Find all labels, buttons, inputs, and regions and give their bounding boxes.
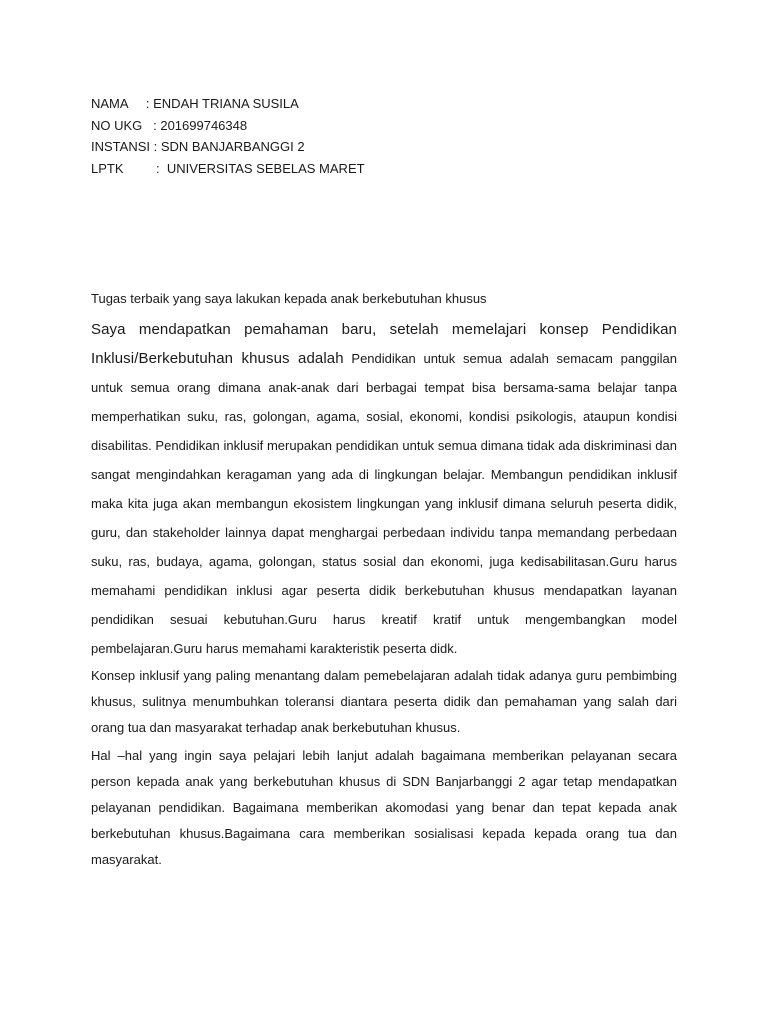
paragraph-1-body: Pendidikan untuk semua adalah semacam panggilan untuk semua orang dimana anak-anak dari berbagai tempat bisa bersama-sama belajar tanpa memperhatikan suku, ras, golongan, agama, sosial, ekonomi, kondisi psikologis, ataupun kondisi disabilitas. Pendidikan inklusif merupakan pendidikan untuk semua dimana tidak ada diskriminasi dan sangat mengindahkan keragaman yang ada di lingkungan belajar. Membangun pendidikan inklusif maka kita juga akan membangun ekosistem lingkungan yang inklusif dimana seluruh peserta didik, guru, dan stakeholder lainnya dapat menghargai perbedaan individu tanpa memandang perbedaan suku, ras, budaya, agama, golongan, status sosial dan ekonomi, juga kedisabilitasan.Guru harus memahami pendidikan inklusi agar peserta didik berkebutuhan khusus mendapatkan layanan pendidikan sesuai kebutuhan.Guru harus kreatif kratif untuk mengembangkan model pembelajaran.Guru harus memahami karakteristik peserta didk. <box>91 351 678 656</box>
name-line: NAMA : ENDAH TRIANA SUSILA <box>91 96 299 111</box>
lptk-line: LPTK : UNIVERSITAS SEBELAS MARET <box>91 161 365 177</box>
body-text <box>91 315 677 875</box>
paragraph-2: Konsep inklusif yang paling menantang dalam pemebelajaran adalah tidak adanya guru pembimbing khusus, sulitnya menumbuhkan toleransi diantara peserta didik dan pemahaman yang salah dari orang tua dan masyarakat terhadap anak berkebutuhan khusus. <box>91 668 677 735</box>
identity-header <box>91 93 365 180</box>
task-title: Tugas terbaik yang saya lakukan kepada anak berkebutuhan khusus <box>91 291 487 306</box>
paragraph-1-lead: Saya mendapatkan pemahaman baru, setelah memelajari konsep Pendidikan Inklusi/Berkebutuhan khusus adalah <box>91 321 677 367</box>
ukg-number-line: NO UKG : 201699746348 <box>91 117 248 133</box>
institution-line: INSTANSI : SDN BANJARBANGGI 2 <box>91 139 305 155</box>
paragraph-3: Hal –hal yang ingin saya pelajari lebih lanjut adalah bagaimana memberikan pelayanan secara person kepada anak yang berkebutuhan khusus di SDN Banjarbanggi 2 agar tetap mendapatkan pelayanan pendidikan. Bagaimana memberikan akomodasi yang benar dan tepat kepada anak berkebutuhan khusus.Bagaimana cara memberikan sosialisasi kepada kepada orang tua dan masyarakat. <box>91 748 677 867</box>
paragraph-1 <box>91 315 677 663</box>
